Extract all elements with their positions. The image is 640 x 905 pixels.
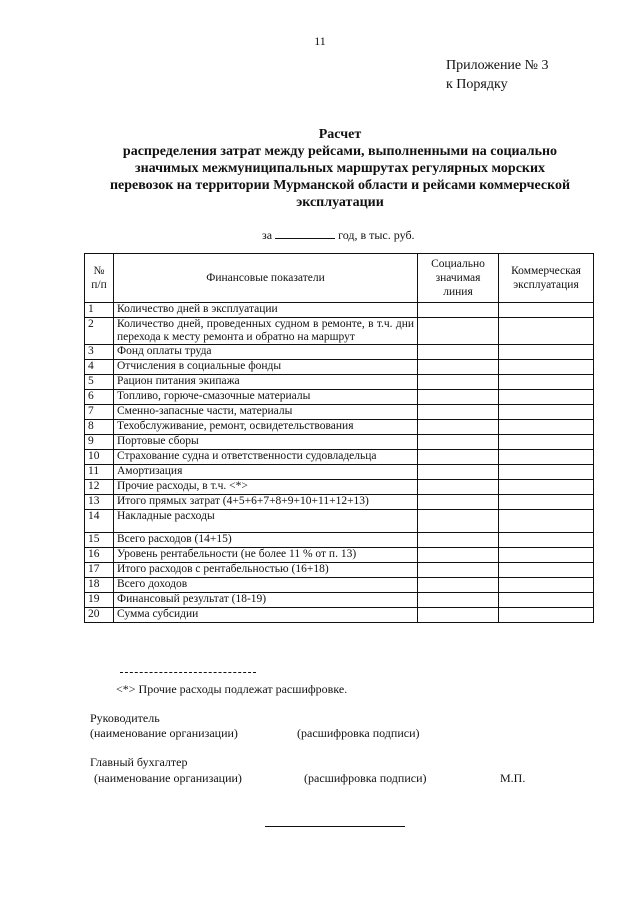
accountant-title: Главный бухгалтер — [90, 755, 188, 769]
row-label: Портовые сборы — [114, 435, 418, 450]
head-organization-caption: (наименование организации) — [90, 726, 238, 740]
cell-social[interactable] — [418, 360, 499, 375]
row-label: Амортизация — [114, 465, 418, 480]
cell-social[interactable] — [418, 533, 499, 548]
table-header-row — [85, 254, 594, 303]
period-year-blank — [275, 238, 335, 239]
cell-social[interactable] — [418, 578, 499, 593]
table-row — [85, 495, 594, 510]
cell-social[interactable] — [418, 405, 499, 420]
row-num: 4 — [85, 360, 114, 375]
appendix-reference — [446, 56, 549, 94]
page-number: 11 — [314, 34, 326, 48]
row-label: Уровень рентабельности (не более 11 % от п. 13) — [114, 548, 418, 563]
cell-commercial[interactable] — [499, 375, 594, 390]
cell-commercial[interactable] — [499, 480, 594, 495]
row-num: 20 — [85, 608, 114, 623]
title-line-1: Расчет — [318, 127, 362, 142]
table-row — [85, 578, 594, 593]
row-num: 17 — [85, 563, 114, 578]
title-line-4: перевозок на территории Мурманской области и рейсами коммерческой — [109, 178, 571, 193]
table-row — [85, 480, 594, 495]
row-label: Техобслуживание, ремонт, освидетельствования — [114, 420, 418, 435]
row-num: 14 — [85, 510, 114, 533]
cell-social[interactable] — [418, 465, 499, 480]
row-label: Страхование судна и ответственности судовладельца — [114, 450, 418, 465]
row-num: 16 — [85, 548, 114, 563]
appendix-target: к Порядку — [446, 77, 508, 92]
cell-social[interactable] — [418, 375, 499, 390]
accountant-signature-caption: (расшифровка подписи) — [304, 771, 427, 785]
cell-commercial[interactable] — [499, 435, 594, 450]
row-label: Рацион питания экипажа — [114, 375, 418, 390]
row-num: 9 — [85, 435, 114, 450]
cell-social[interactable] — [418, 318, 499, 345]
document-title — [90, 126, 590, 211]
table-row — [85, 450, 594, 465]
footnote: <*> Прочие расходы подлежат расшифровке. — [116, 682, 348, 696]
table-row — [85, 563, 594, 578]
accountant-organization-caption: (наименование организации) — [94, 771, 242, 785]
row-label: Сумма субсидии — [114, 608, 418, 623]
cell-social[interactable] — [418, 608, 499, 623]
row-label: Фонд оплаты труда — [114, 345, 418, 360]
header-num: № п/п — [85, 254, 114, 303]
cell-commercial[interactable] — [499, 390, 594, 405]
cell-social[interactable] — [418, 548, 499, 563]
table-row — [85, 303, 594, 318]
cell-social[interactable] — [418, 510, 499, 533]
row-label: Итого расходов с рентабельностью (16+18) — [114, 563, 418, 578]
table-row — [85, 510, 594, 533]
row-num: 5 — [85, 375, 114, 390]
row-label: Накладные расходы — [114, 510, 418, 533]
row-num: 13 — [85, 495, 114, 510]
row-num: 3 — [85, 345, 114, 360]
cell-commercial[interactable] — [499, 450, 594, 465]
row-label: Количество дней в эксплуатации — [114, 303, 418, 318]
table-row — [85, 593, 594, 608]
row-num: 2 — [85, 318, 114, 345]
cell-social[interactable] — [418, 390, 499, 405]
title-line-2: распределения затрат между рейсами, выполненными на социально — [122, 144, 558, 159]
table-row — [85, 465, 594, 480]
row-num: 19 — [85, 593, 114, 608]
cell-social[interactable] — [418, 563, 499, 578]
row-label: Прочие расходы, в т.ч. <*> — [114, 480, 418, 495]
period-suffix: год, в тыс. руб. — [338, 228, 415, 242]
row-num: 1 — [85, 303, 114, 318]
header-social: Социально значимая линия — [418, 254, 499, 303]
cell-social[interactable] — [418, 420, 499, 435]
row-label: Всего доходов — [114, 578, 418, 593]
table-row — [85, 548, 594, 563]
row-num: 10 — [85, 450, 114, 465]
row-label: Итого прямых затрат (4+5+6+7+8+9+10+11+12+13) — [114, 495, 418, 510]
cell-social[interactable] — [418, 435, 499, 450]
header-commercial: Коммерческая эксплуатация — [499, 254, 594, 303]
cell-commercial[interactable] — [499, 563, 594, 578]
cell-social[interactable] — [418, 495, 499, 510]
cell-commercial[interactable] — [499, 548, 594, 563]
cell-social[interactable] — [418, 450, 499, 465]
cell-commercial[interactable] — [499, 465, 594, 480]
table-row — [85, 390, 594, 405]
row-label: Топливо, горюче-смазочные материалы — [114, 390, 418, 405]
cell-commercial[interactable] — [499, 533, 594, 548]
row-label: Всего расходов (14+15) — [114, 533, 418, 548]
period-prefix: за — [262, 228, 273, 242]
cell-commercial[interactable] — [499, 495, 594, 510]
row-label: Финансовый результат (18-19) — [114, 593, 418, 608]
row-label: Количество дней, проведенных судном в ремонте, в т.ч. дни перехода к месту ремонта и обратно на маршрут — [114, 318, 418, 345]
cell-social[interactable] — [418, 480, 499, 495]
header-indicator: Финансовые показатели — [114, 254, 418, 303]
row-num: 18 — [85, 578, 114, 593]
table-row — [85, 608, 594, 623]
table-row — [85, 360, 594, 375]
cell-commercial[interactable] — [499, 360, 594, 375]
head-signature-caption: (расшифровка подписи) — [297, 726, 420, 740]
row-num: 11 — [85, 465, 114, 480]
row-num: 6 — [85, 390, 114, 405]
row-num: 7 — [85, 405, 114, 420]
row-num: 8 — [85, 420, 114, 435]
row-num: 12 — [85, 480, 114, 495]
stamp-place: М.П. — [500, 771, 526, 785]
title-line-5: эксплуатации — [296, 195, 384, 210]
cell-social[interactable] — [418, 345, 499, 360]
cell-commercial[interactable] — [499, 420, 594, 435]
head-title: Руководитель — [90, 711, 160, 725]
table-row — [85, 435, 594, 450]
cell-social[interactable] — [418, 303, 499, 318]
cell-commercial[interactable] — [499, 405, 594, 420]
table-row — [85, 318, 594, 345]
footnote-separator — [120, 672, 256, 673]
row-num: 15 — [85, 533, 114, 548]
period-line — [262, 228, 415, 243]
row-label: Сменно-запасные части, материалы — [114, 405, 418, 420]
cell-commercial[interactable] — [499, 318, 594, 345]
cell-social[interactable] — [418, 593, 499, 608]
cell-commercial[interactable] — [499, 510, 594, 533]
table-row — [85, 345, 594, 360]
table-row — [85, 533, 594, 548]
financial-table — [84, 253, 594, 623]
cell-commercial[interactable] — [499, 345, 594, 360]
table-row — [85, 375, 594, 390]
cell-commercial[interactable] — [499, 593, 594, 608]
title-line-3: значимых межмуниципальных маршрутах регулярных морских — [134, 161, 546, 176]
row-label: Отчисления в социальные фонды — [114, 360, 418, 375]
cell-commercial[interactable] — [499, 303, 594, 318]
bottom-divider — [265, 826, 405, 827]
cell-commercial[interactable] — [499, 608, 594, 623]
table-row — [85, 405, 594, 420]
table-row — [85, 420, 594, 435]
appendix-number: Приложение № 3 — [446, 58, 549, 73]
cell-commercial[interactable] — [499, 578, 594, 593]
